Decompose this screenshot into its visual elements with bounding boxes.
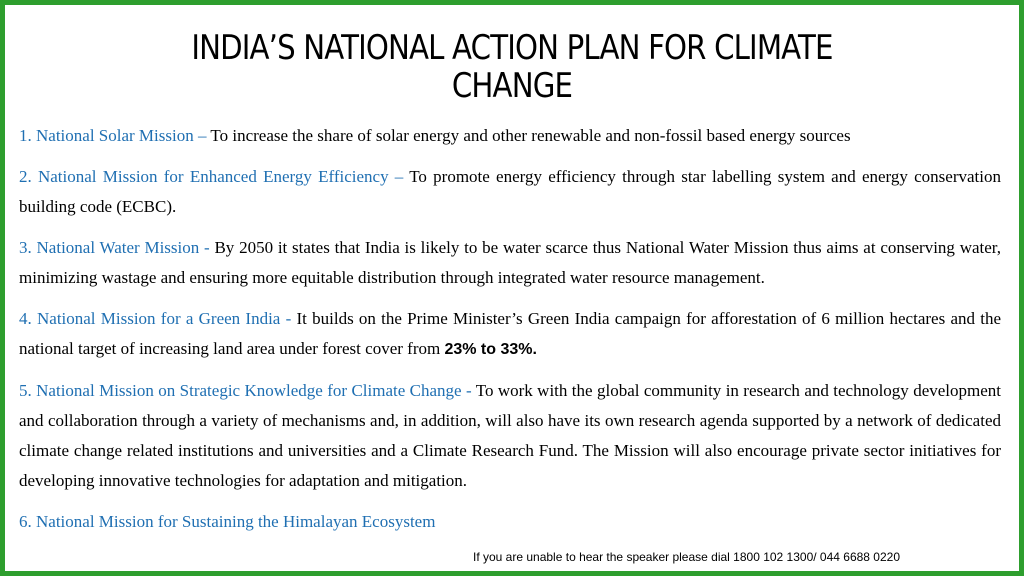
mission-item-6 <box>19 507 1001 537</box>
mission-heading: 2. National Mission for Enhanced Energy Efficiency – <box>19 167 404 186</box>
title-line-1: INDIA’S NATIONAL ACTION PLAN FOR CLIMATE <box>191 28 833 68</box>
mission-item-3 <box>19 233 1001 293</box>
mission-heading: 6. National Mission for Sustaining the Himalayan Ecosystem <box>19 512 436 531</box>
mission-heading: 3. National Water Mission - <box>19 238 210 257</box>
slide-title <box>128 29 897 105</box>
mission-text: By 2050 it states that India is likely to be water scarce thus National Water Mission thus aims at conserving water, minimizing wastage and ensuring more equitable distribution through integrated water resource management. <box>19 238 1002 287</box>
mission-text: To promote energy efficiency through star labelling system and energy conservation building code (ECBC). <box>19 167 1001 216</box>
mission-list <box>19 121 1001 548</box>
speaker-dial-in-note: If you are unable to hear the speaker please dial 1800 102 1300/ 044 6688 0220 <box>473 550 901 564</box>
mission-text: To increase the share of solar energy and other renewable and non-fossil based energy sources <box>206 126 851 145</box>
forest-cover-target: 23% to 33%. <box>444 341 537 358</box>
mission-text: To work with the global community in research and technology development and collaboration through a variety of mechanisms and, in addition, will also have its own research agenda supported by a network of dedicated climate change related institutions and universities and a Climate Research Fund. The Mission will also encourage private sector initiatives for developing innovative technologies for adaptation and mitigation. <box>19 381 1002 490</box>
mission-item-1 <box>19 121 1001 151</box>
mission-item-2 <box>19 162 1001 222</box>
mission-item-4 <box>19 304 1001 365</box>
mission-text: It builds on the Prime Minister’s Green India campaign for afforestation of 6 million hectares and the national target of increasing land area under forest cover from <box>19 309 1001 358</box>
mission-heading: 4. National Mission for a Green India - <box>19 309 292 328</box>
mission-heading: 1. National Solar Mission – <box>19 126 207 145</box>
title-line-2: CHANGE <box>451 66 573 106</box>
mission-heading: 5. National Mission on Strategic Knowledge for Climate Change - <box>19 381 472 400</box>
mission-item-5 <box>19 376 1001 496</box>
